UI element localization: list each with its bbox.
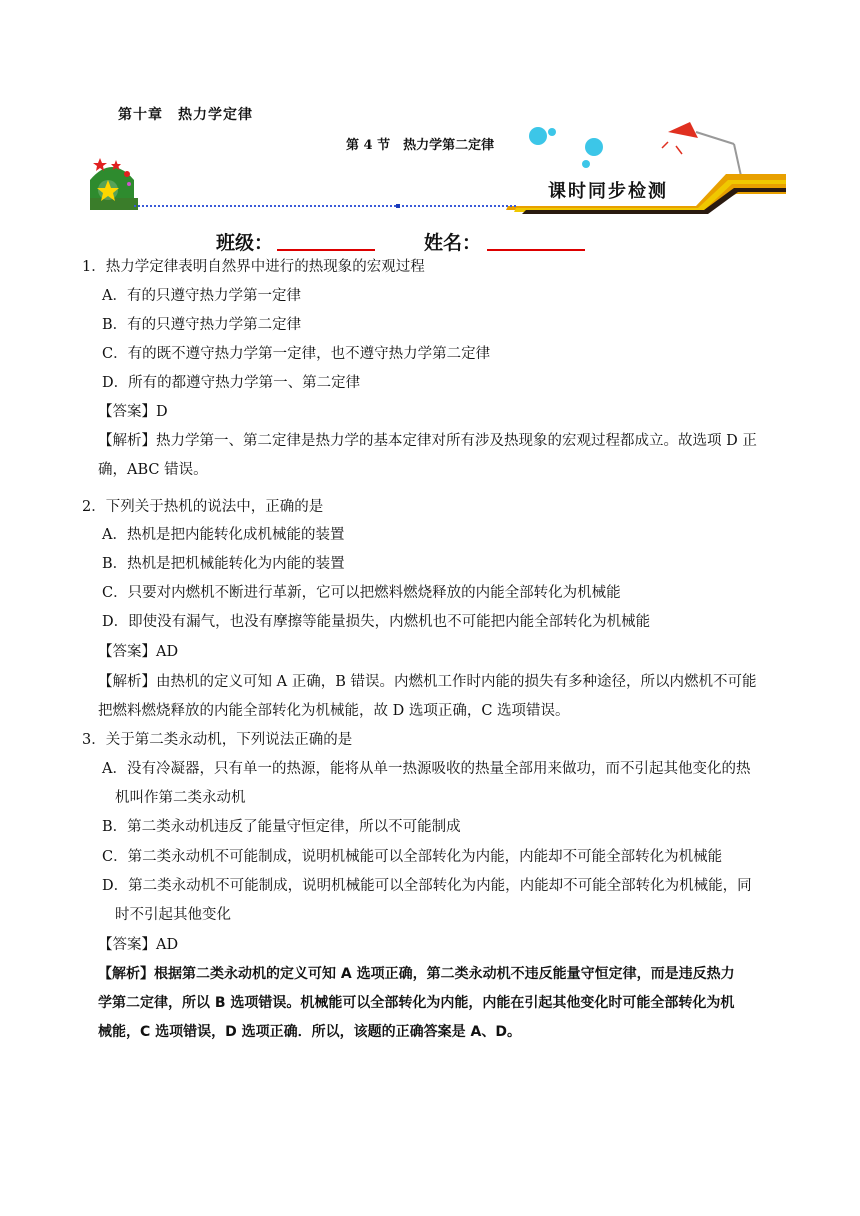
name-label: 姓名： — [424, 232, 482, 254]
question-3-option-c: C．第二类永动机不可能制成，说明机械能可以全部转化为内能，内能却不可能全部转化为机械能 — [102, 849, 723, 865]
question-1-stem: 1．热力学定律表明自然界中进行的热现象的宏观过程 — [82, 259, 425, 275]
question-3-option-d: D．第二类永动机不可能制成，说明机械能可以全部转化为内能，内能却不可能全部转化为机械能，同 — [102, 878, 752, 894]
class-label: 班级： — [216, 232, 274, 254]
question-3-option-a-cont: 机叫作第二类永动机 — [115, 790, 246, 806]
question-2-option-c: C．只要对内燃机不断进行革新，它可以把燃料燃烧释放的内能全部转化为机械能 — [102, 585, 621, 601]
chapter-title: 第十章 热力学定律 — [118, 107, 253, 123]
question-2-option-a: A．热机是把内能转化成机械能的装置 — [102, 527, 345, 543]
question-3-option-a: A．没有冷凝器，只有单一的热源，能将从单一热源吸收的热量全部用来做功，而不引起其他变化的热 — [102, 761, 751, 777]
question-1-option-d: D．所有的都遵守热力学第一、第二定律 — [102, 375, 361, 391]
question-1-option-a: A．有的只遵守热力学第一定律 — [102, 288, 301, 304]
bubble-icon — [529, 127, 547, 145]
star-badge-icon — [90, 158, 138, 210]
bubble-icon — [585, 138, 603, 156]
question-1-option-b: B．有的只遵守热力学第二定律 — [102, 317, 302, 333]
question-2-option-b: B．热机是把机械能转化为内能的装置 — [102, 556, 345, 572]
question-1-option-c: C．有的既不遵守热力学第一定律，也不遵守热力学第二定律 — [102, 346, 491, 362]
banner-label: 课时同步检测 — [548, 181, 668, 202]
question-2-explanation: 【解析】由热机的定义可知 A 正确，B 错误。内燃机工作时内能的损失有多种途径，所以内燃机不可能 — [98, 674, 757, 690]
question-2-answer: 【答案】AD — [98, 644, 179, 660]
question-1-explanation-cont: 确，ABC 错误。 — [98, 462, 208, 478]
question-1-explanation: 【解析】热力学第一、第二定律是热力学的基本定律对所有涉及热现象的宏观过程都成立。故选项 D 正 — [98, 433, 757, 449]
question-3-option-b: B．第二类永动机违反了能量守恒定律，所以不可能制成 — [102, 819, 461, 835]
header-banner — [86, 118, 786, 218]
question-2-explanation-cont: 把燃料燃烧释放的内能全部转化为机械能，故 D 选项正确，C 选项错误。 — [98, 703, 570, 719]
question-2-option-d: D．即使没有漏气，也没有摩擦等能量损失，内燃机也不可能把内能全部转化为机械能 — [102, 614, 651, 630]
class-field[interactable] — [277, 249, 375, 251]
bubble-icon — [548, 128, 556, 136]
question-3-explanation-cont: 学第二定律，所以 B 选项错误。机械能可以全部转化为内能，内能在引起其他变化时可能全部转化为机 — [98, 995, 735, 1011]
bubble-icon — [582, 160, 590, 168]
question-2-stem: 2．下列关于热机的说法中，正确的是 — [82, 499, 324, 515]
question-3-explanation: 【解析】根据第二类永动机的定义可知 A 选项正确，第二类永动机不违反能量守恒定律，而是违反热力 — [98, 966, 735, 982]
question-1-answer: 【答案】D — [98, 404, 168, 420]
lamp-icon — [662, 122, 741, 176]
name-field[interactable] — [487, 249, 585, 251]
question-3-option-d-cont: 时不引起其他变化 — [115, 907, 231, 923]
section-title: 第 4 节 热力学第二定律 — [346, 138, 495, 153]
question-3-stem: 3．关于第二类永动机，下列说法正确的是 — [82, 732, 353, 748]
question-3-explanation-end: 械能，C 选项错误，D 选项正确．所以，该题的正确答案是 A、D。 — [98, 1024, 521, 1040]
question-3-answer: 【答案】AD — [98, 937, 179, 953]
